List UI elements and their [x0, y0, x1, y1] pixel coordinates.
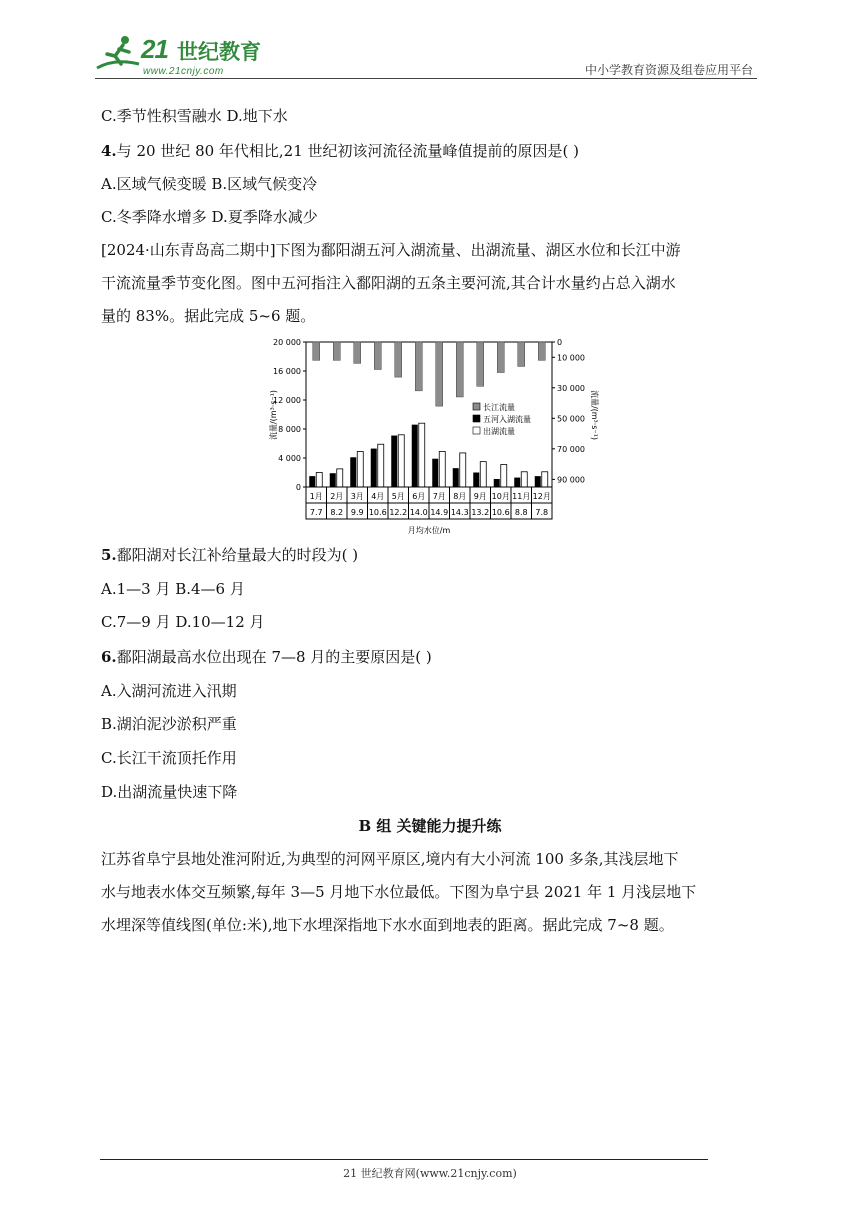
- right-axis-tick-label: 0: [557, 338, 563, 347]
- right-axis-tick-label: 50 000: [557, 414, 585, 424]
- month-label: 8月: [453, 492, 467, 501]
- water-level-label: 8.8: [514, 508, 528, 517]
- q3-options-cd: C.季节性积雪融水 D.地下水: [101, 107, 288, 125]
- lake-outflow-bar: [378, 444, 384, 487]
- water-level-label: 14.3: [450, 508, 469, 517]
- five-rivers-inflow-bar: [330, 473, 336, 487]
- section-heading-group-b: B 组 关键能力提升练: [358, 817, 502, 835]
- header-platform-text: 中小学教育资源及组卷应用平台: [584, 63, 753, 77]
- month-label: 4月: [371, 492, 385, 501]
- question-number: 6.: [101, 648, 117, 666]
- left-axis-tick-label: 16 000: [273, 367, 301, 376]
- yangtze-flow-bar: [333, 342, 340, 360]
- left-axis-tick-label: 8 000: [278, 425, 301, 434]
- five-rivers-inflow-bar: [309, 476, 315, 487]
- month-label: 2月: [330, 492, 344, 501]
- left-axis-tick-label: 12 000: [273, 396, 301, 405]
- lake-outflow-bar: [337, 469, 343, 487]
- five-rivers-inflow-bar: [514, 478, 520, 487]
- logo-url: www.21cnjy.com: [143, 66, 224, 77]
- lake-outflow-bar: [419, 423, 425, 487]
- right-axis-label: 流量/(m³·s⁻¹): [590, 389, 599, 441]
- month-label: 9月: [473, 492, 487, 501]
- five-rivers-inflow-bar: [453, 468, 459, 487]
- legend-label: 长江流量: [483, 403, 515, 412]
- right-axis-tick-label: 90 000: [557, 475, 585, 485]
- lake-outflow-bar: [398, 435, 404, 487]
- legend-label: 五河入湖流量: [483, 415, 531, 424]
- five-rivers-inflow-bar: [350, 457, 356, 487]
- month-label: 6月: [412, 492, 426, 501]
- header-divider: [95, 78, 757, 79]
- yangtze-flow-bar: [497, 342, 504, 373]
- left-axis-tick-label: 0: [295, 483, 301, 492]
- question-text: 鄱阳湖最高水位出现在 7—8 月的主要原因是( ): [116, 648, 432, 666]
- lake-outflow-bar: [542, 472, 548, 487]
- yangtze-flow-bar: [456, 342, 463, 397]
- water-level-label: 14.0: [409, 508, 428, 517]
- footer-text: 21 世纪教育网(www.21cnjy.com): [343, 1167, 517, 1180]
- logo-number: 21: [141, 34, 168, 64]
- water-level-label: 10.6: [491, 508, 510, 517]
- footer-divider: [100, 1159, 708, 1160]
- month-label: 3月: [350, 492, 364, 501]
- lake-outflow-bar: [460, 453, 466, 487]
- month-label: 5月: [391, 492, 405, 501]
- lake-outflow-bar: [439, 451, 445, 487]
- right-axis-tick-label: 10 000: [557, 353, 585, 363]
- poyang-lake-flow-chart: [268, 333, 598, 543]
- legend-label: 出湖流量: [483, 427, 515, 436]
- month-label: 12月: [532, 492, 551, 501]
- yangtze-flow-bar: [354, 342, 361, 363]
- question-4: [101, 141, 579, 161]
- yangtze-flow-bar: [518, 342, 525, 366]
- yangtze-flow-bar: [374, 342, 381, 369]
- logo-text: 世纪教育: [177, 40, 261, 64]
- water-level-label: 7.7: [309, 508, 323, 517]
- five-rivers-inflow-bar: [432, 459, 438, 487]
- water-level-label: 9.9: [350, 508, 364, 517]
- q5-options-cd: C.7—9 月 D.10—12 月: [101, 613, 265, 631]
- intro-paragraph-line: [2024·山东青岛高二期中]下图为鄱阳湖五河入湖流量、出湖流量、湖区水位和长江中游: [101, 241, 681, 259]
- question-text: 与 20 世纪 80 年代相比,21 世纪初该河流径流量峰值提前的原因是( ): [116, 142, 580, 160]
- five-rivers-inflow-bar: [371, 449, 377, 487]
- q4-options-ab: A.区域气候变暖 B.区域气候变冷: [101, 175, 318, 193]
- yangtze-flow-bar: [313, 342, 320, 360]
- intro-paragraph-line: 干流流量季节变化图。图中五河指注入鄱阳湖的五条主要河流,其合计水量约占总入湖水: [101, 274, 676, 292]
- yangtze-flow-bar: [538, 342, 545, 360]
- legend-swatch: [473, 427, 480, 434]
- q4-options-cd: C.冬季降水增多 D.夏季降水减少: [101, 208, 318, 226]
- q6-option-d: D.出湖流量快速下降: [101, 783, 238, 801]
- left-axis-tick-label: 4 000: [278, 454, 301, 463]
- five-rivers-inflow-bar: [535, 476, 541, 487]
- water-level-label: 7.8: [535, 508, 549, 517]
- question-number: 4.: [101, 142, 117, 160]
- lake-outflow-bar: [316, 473, 322, 488]
- yangtze-flow-bar: [436, 342, 443, 406]
- runner-logo-icon: [95, 34, 141, 76]
- left-axis-label: 流量/(m³·s⁻¹): [269, 389, 278, 441]
- month-label: 10月: [491, 492, 510, 501]
- water-level-label: 12.2: [389, 508, 408, 517]
- group-b-paragraph-line: 水与地表水体交互频繁,每年 3—5 月地下水位最低。下图为阜宁县 2021 年 1 月浅层地下: [101, 883, 697, 901]
- lake-outflow-bar: [480, 462, 486, 487]
- water-level-title: 月均水位/m: [407, 526, 451, 535]
- yangtze-flow-bar: [415, 342, 422, 391]
- five-rivers-inflow-bar: [494, 479, 500, 487]
- question-5: [101, 545, 358, 565]
- q6-option-c: C.长江干流顶托作用: [101, 749, 237, 767]
- right-axis-tick-label: 70 000: [557, 444, 585, 454]
- intro-paragraph-line: 量的 83%。据此完成 5~6 题。: [101, 307, 316, 325]
- month-label: 11月: [512, 492, 531, 501]
- site-logo: [95, 34, 265, 76]
- month-label: 1月: [309, 492, 323, 501]
- month-label: 7月: [432, 492, 446, 501]
- lake-outflow-bar: [521, 472, 527, 487]
- question-6: [101, 647, 432, 667]
- yangtze-flow-bar: [477, 342, 484, 386]
- five-rivers-inflow-bar: [473, 473, 479, 488]
- group-b-paragraph-line: 江苏省阜宁县地处淮河附近,为典型的河网平原区,境内有大小河流 100 多条,其浅层地下: [101, 850, 679, 868]
- q6-option-b: B.湖泊泥沙淤积严重: [101, 715, 237, 733]
- yangtze-flow-bar: [395, 342, 402, 377]
- question-text: 鄱阳湖对长江补给量最大的时段为( ): [116, 546, 359, 564]
- lake-outflow-bar: [357, 451, 363, 487]
- five-rivers-inflow-bar: [391, 436, 397, 487]
- q6-option-a: A.入湖河流进入汛期: [101, 682, 237, 700]
- group-b-paragraph-line: 水埋深等值线图(单位:米),地下水埋深指地下水水面到地表的距离。据此完成 7~8 题。: [101, 916, 674, 934]
- water-level-label: 8.2: [330, 508, 344, 517]
- water-level-label: 14.9: [430, 508, 449, 517]
- lake-outflow-bar: [501, 465, 507, 487]
- question-number: 5.: [101, 546, 117, 564]
- legend-swatch: [473, 415, 480, 422]
- five-rivers-inflow-bar: [412, 425, 418, 487]
- left-axis-tick-label: 20 000: [273, 338, 301, 347]
- water-level-label: 13.2: [471, 508, 490, 517]
- right-axis-tick-label: 30 000: [557, 383, 585, 393]
- q5-options-ab: A.1—3 月 B.4—6 月: [101, 580, 245, 598]
- page-header: [95, 30, 757, 80]
- legend-swatch: [473, 403, 480, 410]
- water-level-label: 10.6: [368, 508, 387, 517]
